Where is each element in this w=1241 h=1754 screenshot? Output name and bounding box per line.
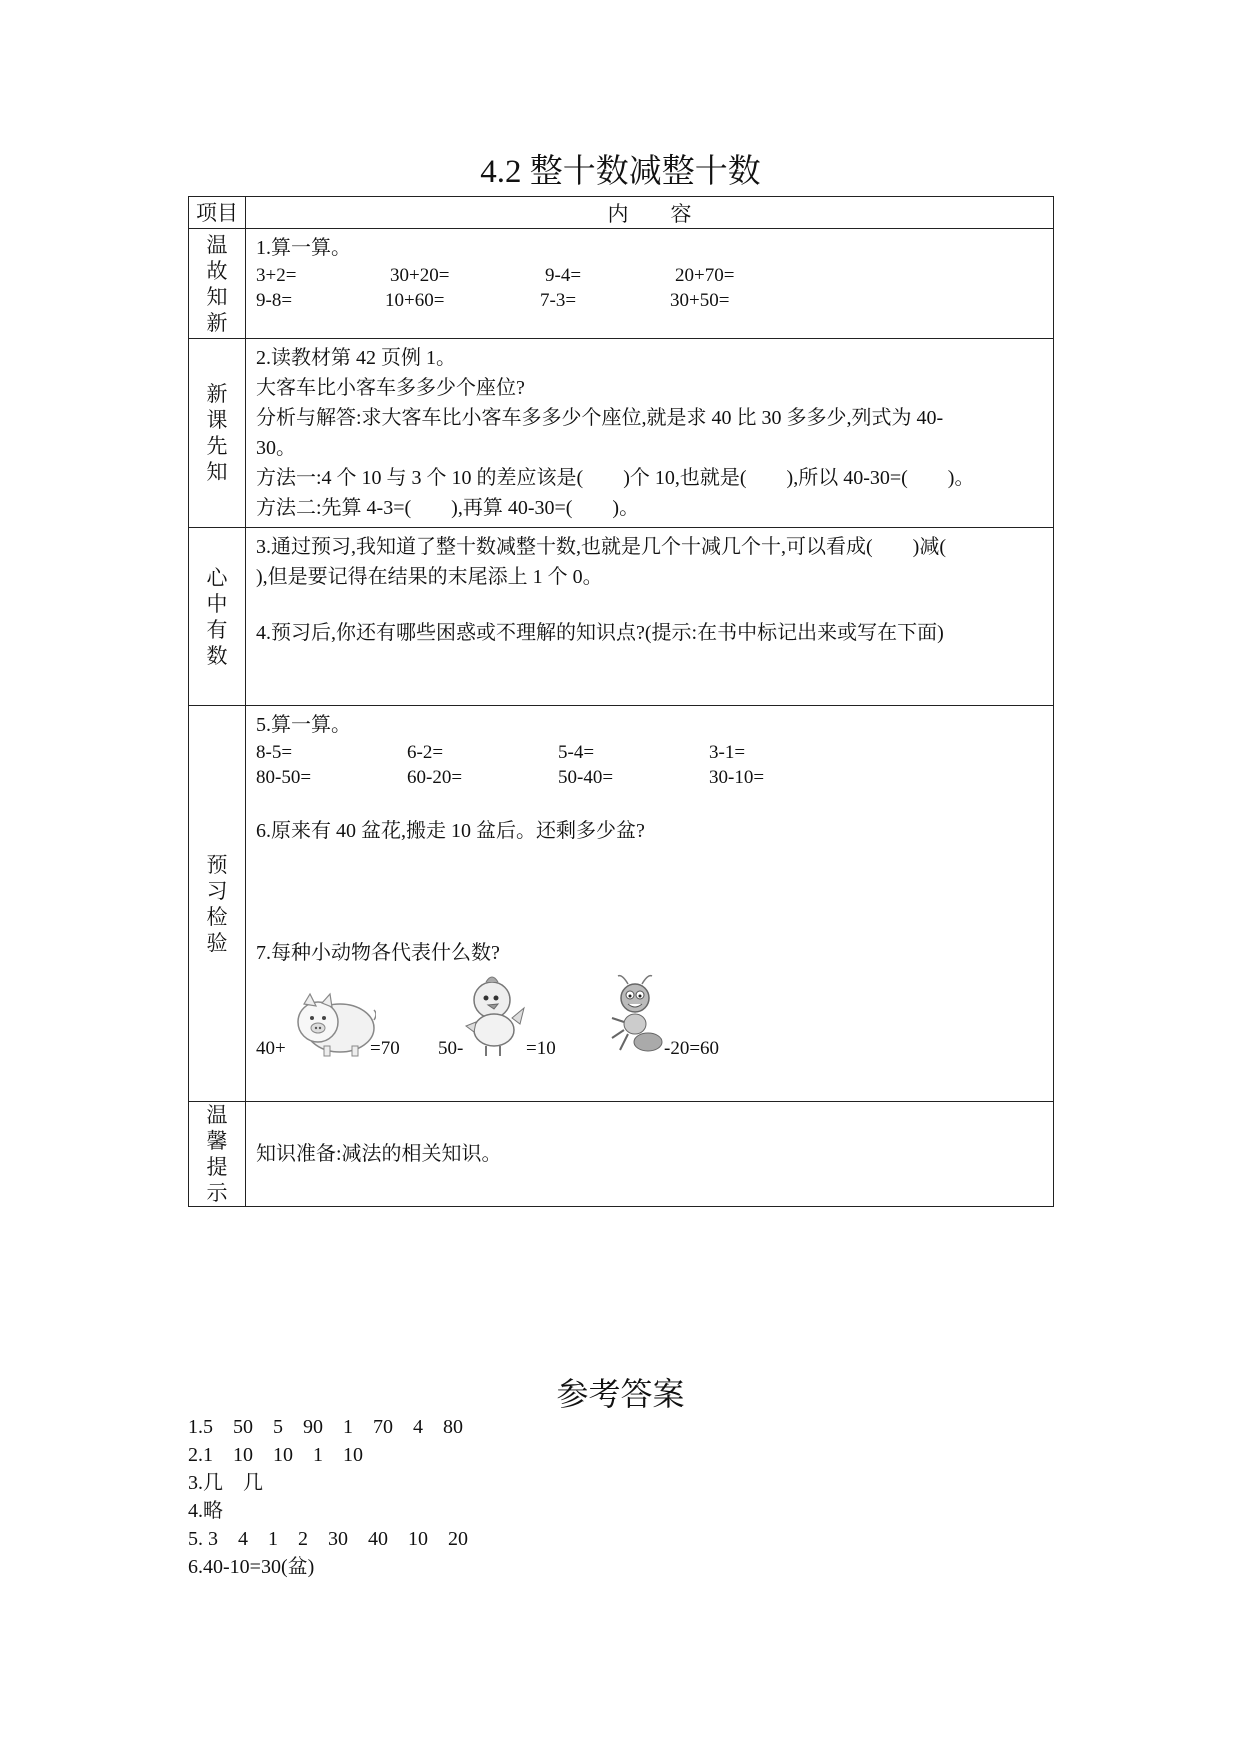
- q2-method2: 方法二:先算 4-3=( ),再算 40-30=( )。: [256, 497, 640, 519]
- q1-item: 10+60=: [385, 290, 445, 311]
- ant-icon: [608, 972, 666, 1060]
- answer-line: 5. 3 4 1 2 30 40 10 20: [188, 1528, 468, 1550]
- section-label-cell: [189, 229, 246, 339]
- section-review-row: [189, 229, 1054, 339]
- section-summary-content: [246, 528, 1054, 706]
- q7-chick-left: 50-: [438, 1038, 464, 1059]
- header-item-cell: [189, 197, 246, 229]
- worksheet-table: [188, 196, 1054, 1207]
- q1-item: 30+50=: [670, 290, 730, 311]
- q5-row-2: [256, 765, 1043, 790]
- q1-row-2: [256, 288, 1043, 313]
- section-label-newlesson: 新课先知: [206, 382, 228, 484]
- q5-item: 60-20=: [407, 767, 463, 788]
- section-tip-row: [189, 1102, 1054, 1207]
- section-label-cell: [189, 1102, 246, 1207]
- q3-line2: ),但是要记得在结果的末尾添上 1 个 0。: [256, 566, 603, 588]
- section-label-practice: 预习检验: [206, 852, 228, 955]
- q6-text: 6.原来有 40 盆花,搬走 10 盆后。还剩多少盆?: [256, 820, 645, 842]
- header-item-label: 项目: [196, 200, 238, 225]
- q5-item: 8-5=: [256, 742, 293, 763]
- q5-item: 50-40=: [558, 767, 614, 788]
- answer-line: 1.5 50 5 90 1 70 4 80: [188, 1416, 463, 1438]
- q4-text: 4.预习后,你还有哪些困惑或不理解的知识点?(提示:在书中标记出来或写在下面): [256, 622, 944, 644]
- pig-icon: [290, 990, 376, 1060]
- q5-title: 5.算一算。: [256, 714, 351, 736]
- answer-line: 3.几 几: [188, 1472, 263, 1494]
- chick-icon: [464, 972, 526, 1060]
- header-content-cell: [246, 197, 1054, 229]
- q2-method1: 方法一:4 个 10 与 3 个 10 的差应该是( )个 10,也就是( ),所以 40-30=( )。: [256, 467, 975, 489]
- q7-pig-right: =70: [370, 1038, 400, 1059]
- section-review-content: [246, 229, 1054, 339]
- q3-line1: 3.通过预习,我知道了整十数减整十数,也就是几个十减几个十,可以看成( )减(: [256, 536, 946, 558]
- q7-pig-left: 40+: [256, 1038, 286, 1059]
- q1-item: 3+2=: [256, 265, 297, 286]
- section-summary-row: [189, 528, 1054, 706]
- q5-item: 3-1=: [709, 742, 746, 763]
- q1-row-1: [256, 263, 1043, 288]
- q7-text: 7.每种小动物各代表什么数?: [256, 942, 500, 964]
- q2-analysis-line1: 分析与解答:求大客车比小客车多多少个座位,就是求 40 比 30 多多少,列式为 40-: [256, 407, 944, 429]
- section-label-summary: 心中有数: [206, 565, 228, 668]
- section-newlesson-row: [189, 339, 1054, 528]
- q7-animals: [256, 972, 1043, 1068]
- q5-item: 30-10=: [709, 767, 765, 788]
- section-label-cell: [189, 528, 246, 706]
- section-tip-content: [246, 1102, 1054, 1207]
- q7-ant-right: -20=60: [664, 1038, 720, 1059]
- q1-item: 9-4=: [545, 265, 582, 286]
- section-label-cell: [189, 339, 246, 528]
- q2-question: 大客车比小客车多多少个座位?: [256, 377, 525, 399]
- q1-title: 1.算一算。: [256, 237, 351, 259]
- section-practice-content: [246, 706, 1054, 1102]
- answers-title: 参考答案: [556, 1376, 685, 1412]
- answer-line: 2.1 10 10 1 10: [188, 1444, 363, 1466]
- answer-line: 4.略: [188, 1500, 223, 1522]
- answers-list: [188, 1413, 468, 1581]
- section-label-cell: [189, 706, 246, 1102]
- q1-item: 30+20=: [390, 265, 450, 286]
- q7-chick-right: =10: [526, 1038, 556, 1059]
- q5-item: 5-4=: [558, 742, 595, 763]
- q5-item: 6-2=: [407, 742, 444, 763]
- page-title: 4.2 整十数减整十数: [480, 154, 761, 190]
- tip-text: 知识准备:减法的相关知识。: [256, 1143, 502, 1165]
- section-newlesson-content: [246, 339, 1054, 528]
- section-label-review: 温故知新: [206, 232, 228, 335]
- answer-line: 6.40-10=30(盆): [188, 1556, 315, 1578]
- q1-item: 20+70=: [675, 265, 735, 286]
- q1-item: 7-3=: [540, 290, 577, 311]
- table-header-row: [189, 197, 1054, 229]
- q2-analysis-line2: 30。: [256, 437, 296, 459]
- section-practice-row: [189, 706, 1054, 1102]
- q5-item: 80-50=: [256, 767, 312, 788]
- q2-title: 2.读教材第 42 页例 1。: [256, 347, 456, 369]
- q5-row-1: [256, 740, 1043, 765]
- header-content-label: 内 容: [607, 201, 692, 226]
- section-label-tip: 温馨提示: [206, 1103, 228, 1205]
- q1-item: 9-8=: [256, 290, 293, 311]
